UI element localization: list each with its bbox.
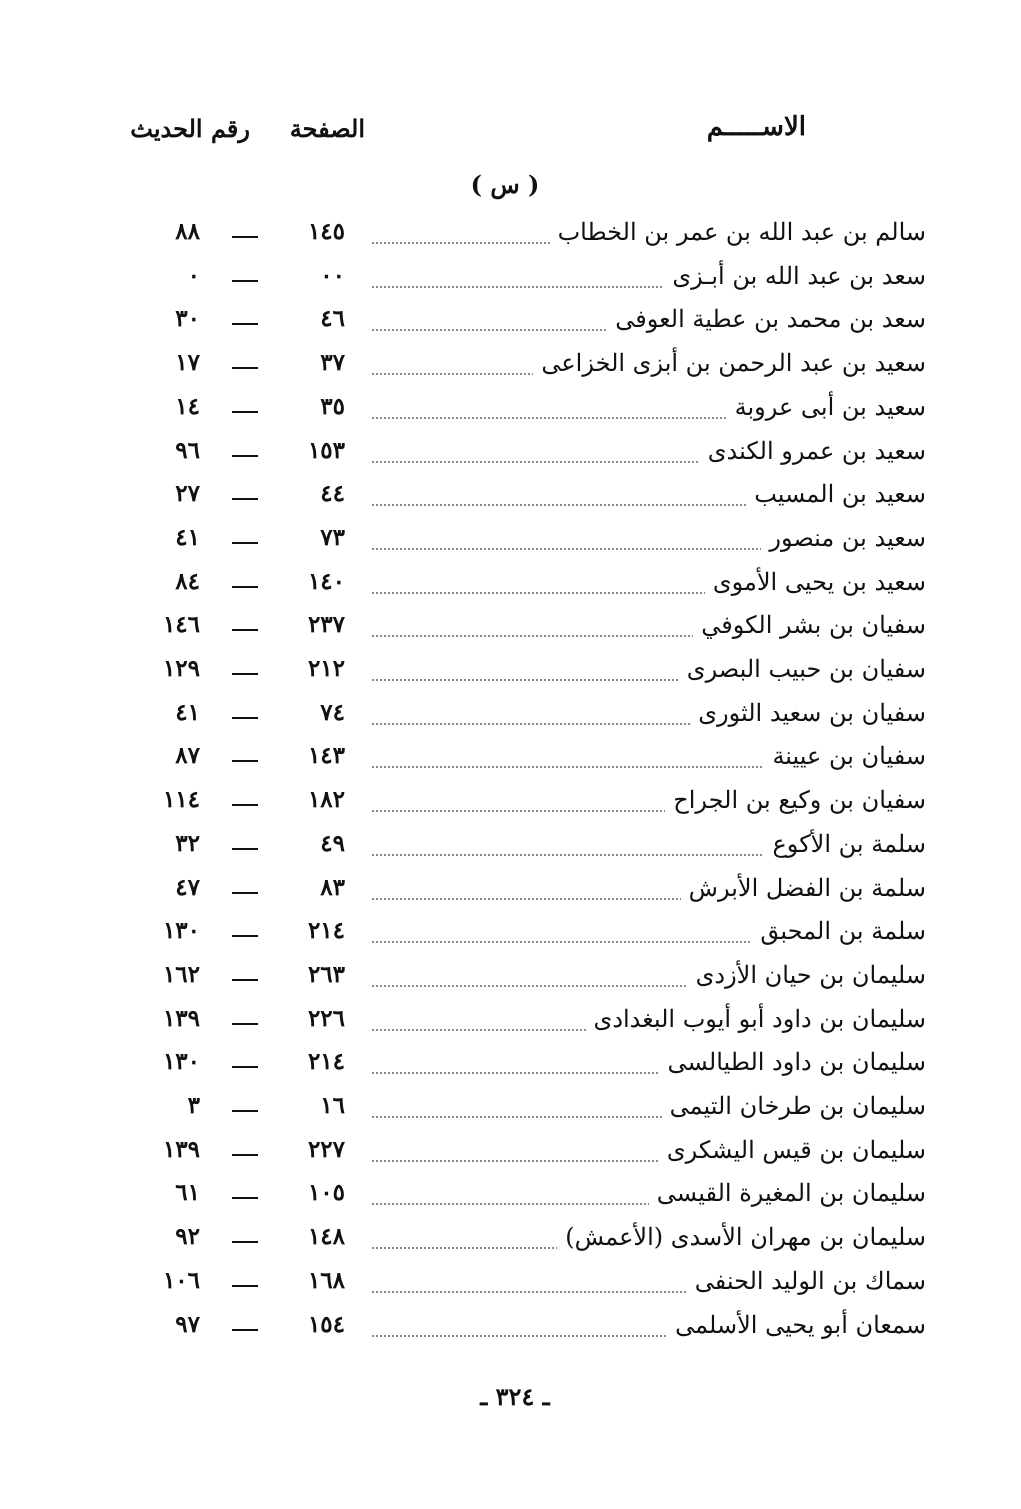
index-row (0, 1217, 1021, 1261)
narrator-name: سليمان بن داود الطيالسى (659, 1048, 926, 1076)
index-row (0, 431, 1021, 475)
narrator-name: سليمان بن مهران الأسدى (الأعمش) (557, 1223, 926, 1251)
narrator-name: سالم بن عبد الله بن عمر بن الخطاب (550, 218, 926, 246)
header-name-label: الاســـــم (706, 112, 806, 142)
index-row (0, 1130, 1021, 1174)
hadith-ref: ٣ (187, 1092, 200, 1119)
separator-dash (232, 1066, 258, 1068)
separator-dash (232, 979, 258, 981)
index-row (0, 999, 1021, 1043)
narrator-name: سليمان بن قيس اليشكرى (659, 1136, 926, 1164)
page-ref: ٤٤ (320, 480, 345, 508)
page-ref: ١٦ (320, 1092, 345, 1119)
separator-dash (232, 1023, 258, 1025)
hadith-ref: ٨٨ (175, 218, 200, 245)
narrator-name: سليمان بن داود أبو أيوب البغدادى (586, 1005, 926, 1033)
hadith-ref: ١٧ (175, 349, 200, 377)
hadith-ref: ١٣٩ (162, 1135, 200, 1163)
separator-dash (232, 1154, 258, 1156)
page-ref: ١٤٣ (307, 742, 345, 770)
index-row (0, 911, 1021, 955)
hadith-ref: ١٢٩ (162, 655, 200, 682)
page-ref: ١٤٨ (307, 1223, 345, 1251)
page-ref: ١٥٣ (307, 436, 345, 464)
index-row (0, 649, 1021, 693)
hadith-ref: ١٣٠ (162, 1048, 200, 1076)
separator-dash (232, 586, 258, 588)
page-ref: ١٤٠ (307, 567, 345, 595)
narrator-name: سعيد بن المسيب (746, 480, 926, 508)
hadith-ref: ٠ (187, 261, 200, 289)
hadith-ref: ٨٧ (175, 742, 200, 770)
narrator-name: سعيد بن يحيى الأموى (705, 568, 926, 596)
narrator-name: سفيان بن سعيد الثورى (690, 699, 926, 727)
index-row (0, 736, 1021, 780)
hadith-ref: ٩٢ (175, 1223, 200, 1251)
index-row (0, 1305, 1021, 1349)
index-row (0, 780, 1021, 824)
separator-dash (232, 1110, 258, 1112)
page-ref: ٣٥ (320, 392, 345, 420)
separator-dash (232, 455, 258, 457)
hadith-ref: ١٣٠ (162, 917, 200, 945)
index-row (0, 824, 1021, 868)
page-ref: ١٠٥ (307, 1179, 345, 1207)
hadith-ref: ١٣٩ (162, 1004, 200, 1032)
narrator-name: سفيان بن بشر الكوفي (693, 611, 926, 639)
index-row (0, 256, 1021, 300)
hadith-ref: ٤١ (175, 698, 200, 726)
index-row (0, 387, 1021, 431)
separator-dash (232, 1285, 258, 1287)
header-page: الصفحة (289, 114, 365, 143)
index-row (0, 562, 1021, 606)
hadith-ref: ٣٢ (175, 829, 200, 857)
hadith-ref: ٩٧ (175, 1310, 200, 1338)
hadith-ref: ٢٧ (175, 480, 200, 508)
narrator-name: سمعان أبو يحيى الأسلمى (667, 1311, 926, 1339)
separator-dash (232, 1197, 258, 1199)
separator-dash (232, 236, 258, 238)
index-row (0, 299, 1021, 343)
separator-dash (232, 1241, 258, 1243)
page-ref: ٨٣ (320, 873, 345, 901)
narrator-name: سليمان بن المغيرة القيسى (649, 1179, 926, 1207)
page-ref: ١٨٢ (307, 786, 345, 814)
index-row (0, 1042, 1021, 1086)
narrator-name: سلمة بن الفضل الأبرش (681, 874, 926, 902)
separator-dash (232, 542, 258, 544)
hadith-ref: ٣٠ (175, 305, 200, 333)
separator-dash (232, 629, 258, 631)
index-row (0, 1173, 1021, 1217)
index-row (0, 518, 1021, 562)
hadith-ref: ٤١ (175, 523, 200, 551)
index-row (0, 868, 1021, 912)
narrator-name: سليمان بن طرخان التيمى (662, 1092, 926, 1120)
narrator-name: سعيد بن عبد الرحمن بن أبزى الخزاعى (533, 349, 926, 377)
page-ref: ٢١٢ (307, 655, 345, 682)
hadith-ref: ١٤٦ (162, 611, 200, 639)
page-ref: ٢١٤ (307, 917, 345, 945)
header-name (707, 112, 806, 142)
narrator-name: سماك بن الوليد الحنفى (687, 1267, 926, 1295)
narrator-name: سفيان بن وكيع بن الجراح (665, 786, 926, 814)
index-row (0, 693, 1021, 737)
page-ref: ١٤٥ (307, 218, 345, 245)
hadith-ref: ١٤ (175, 392, 200, 420)
page-ref: ٢٦٣ (307, 960, 345, 988)
narrator-name: سعد بن محمد بن عطية العوفى (607, 305, 926, 333)
page-ref: ١٦٨ (307, 1266, 345, 1294)
separator-dash (232, 935, 258, 937)
page-ref: ٢١٤ (307, 1048, 345, 1076)
hadith-ref: ١١٤ (162, 786, 200, 814)
page-ref: ٣٧ (320, 349, 345, 377)
separator-dash (232, 804, 258, 806)
page-ref: ٢٣٧ (307, 611, 345, 639)
separator-dash (232, 673, 258, 675)
header-hadith-number: رقم الحديث (130, 114, 250, 143)
hadith-ref: ١٠٦ (162, 1266, 200, 1294)
page-ref: ٤٦ (320, 305, 345, 333)
hadith-ref: ١٦٢ (162, 960, 200, 988)
separator-dash (232, 367, 258, 369)
narrator-name: سعيد بن منصور (761, 524, 926, 552)
hadith-ref: ٨٤ (175, 567, 200, 595)
narrator-name: سفيان بن حبيب البصرى (679, 655, 926, 683)
index-row (0, 343, 1021, 387)
narrator-name: سلمة بن الأكوع (764, 830, 926, 858)
index-row (0, 474, 1021, 518)
page-ref: ٢٢٧ (307, 1135, 345, 1163)
page-ref: ٧٣ (320, 523, 345, 551)
index-row (0, 605, 1021, 649)
separator-dash (232, 323, 258, 325)
separator-dash (232, 498, 258, 500)
section-letter: ( س ) (470, 170, 540, 199)
narrator-name: سلمة بن المحبق (752, 917, 926, 945)
hadith-ref: ٦١ (175, 1179, 200, 1207)
separator-dash (232, 848, 258, 850)
index-row (0, 212, 1021, 256)
narrator-name: سعيد بن عمرو الكندى (700, 437, 926, 465)
separator-dash (232, 717, 258, 719)
page-ref: ٠٠ (320, 261, 345, 289)
narrator-name: سليمان بن حيان الأزدى (688, 961, 926, 989)
narrator-name: سفيان بن عيينة (764, 742, 926, 770)
page-ref: ١٥٤ (307, 1310, 345, 1338)
separator-dash (232, 760, 258, 762)
separator-dash (232, 892, 258, 894)
separator-dash (232, 1329, 258, 1331)
separator-dash (232, 280, 258, 282)
separator-dash (232, 411, 258, 413)
index-row (0, 955, 1021, 999)
narrator-name: سعيد بن أبى عروبة (727, 393, 926, 421)
index-row (0, 1086, 1021, 1130)
hadith-ref: ٤٧ (175, 873, 200, 901)
narrator-name: سعد بن عبد الله بن أبـزى (664, 262, 926, 290)
page-ref: ٢٢٦ (307, 1004, 345, 1032)
page-ref: ٤٩ (320, 829, 345, 857)
index-row (0, 1261, 1021, 1305)
page-number: ـ ٣٢٤ ـ (480, 1382, 550, 1411)
page-ref: ٧٤ (320, 698, 345, 726)
hadith-ref: ٩٦ (175, 436, 200, 464)
